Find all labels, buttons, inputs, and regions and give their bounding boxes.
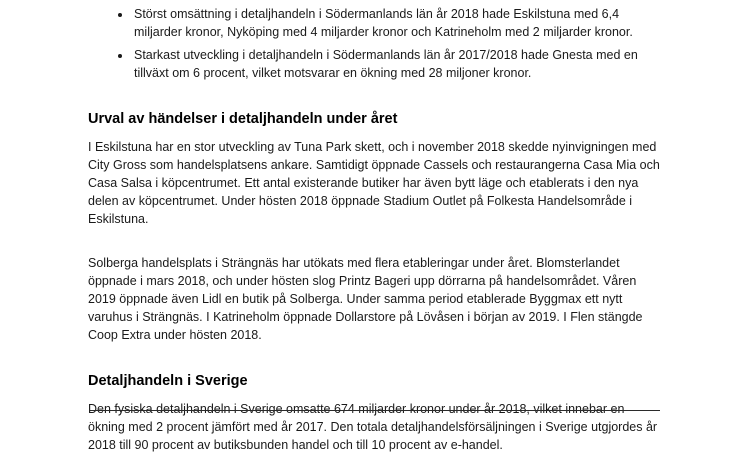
bullet-text: Störst omsättning i detaljhandeln i Södermanlands län år 2018 hade Eskilstuna med 6,4 miljarder kronor, Nyköping med 4 miljarder kronor och Katrineholm med 2 miljarder kronor. bbox=[134, 7, 633, 39]
paragraph-detaljhandeln-sverige: Den fysiska detaljhandeln i Sverige omsatte 674 miljarder kronor under år 2018, vilket innebar en ökning med 2 procent jämfört med år 2017. Den totala detaljhandelsförsäljningen i Sverige utgjordes år 2018 till 90 procent av butiksbunden handel och till 10 procent av e-handel. bbox=[88, 400, 660, 454]
section-heading-urval: Urval av händelser i detaljhandeln under året bbox=[88, 110, 660, 128]
footer-divider bbox=[90, 410, 660, 411]
section-heading-sverige: Detaljhandeln i Sverige bbox=[88, 372, 660, 390]
bullet-list bbox=[88, 5, 660, 82]
bullet-item bbox=[132, 46, 660, 82]
paragraph-solberga: Solberga handelsplats i Strängnäs har utökats med flera etableringar under året. Blomsterlandet öppnade i mars 2018, och under hösten slog Printz Bageri upp dörrarna på handelsområdet. Våren 2019 öppnade även Lidl en butik på Solberga. Under samma period etablerade Byggmax ett nytt varuhus i Strängnäs. I Katrineholm öppnade Dollarstore på Lövåsen i början av 2019. I Flen stängde Coop Extra under hösten 2018. bbox=[88, 254, 660, 344]
paragraph-tuna-park: I Eskilstuna har en stor utveckling av Tuna Park skett, och i november 2018 skedde nyinvigningen med City Gross som handelsplatsens ankare. Samtidigt öppnade Cassels och restaurangerna Casa Mia och Casa Salsa i köpcentrumet. Ett antal existerande butiker har även bytt läge och etablerats i den nya delen av köpcentrumet. Under hösten 2018 öppnade Stadium Outlet på Folkesta Handelsområde i Eskilstuna. bbox=[88, 138, 660, 228]
bullet-item bbox=[132, 5, 660, 41]
bullet-text: Starkast utveckling i detaljhandeln i Södermanlands län år 2017/2018 hade Gnesta med en tillväxt om 6 procent, vilket motsvarar en ökning med 28 miljoner kronor. bbox=[134, 48, 638, 80]
document-page bbox=[88, 0, 660, 454]
